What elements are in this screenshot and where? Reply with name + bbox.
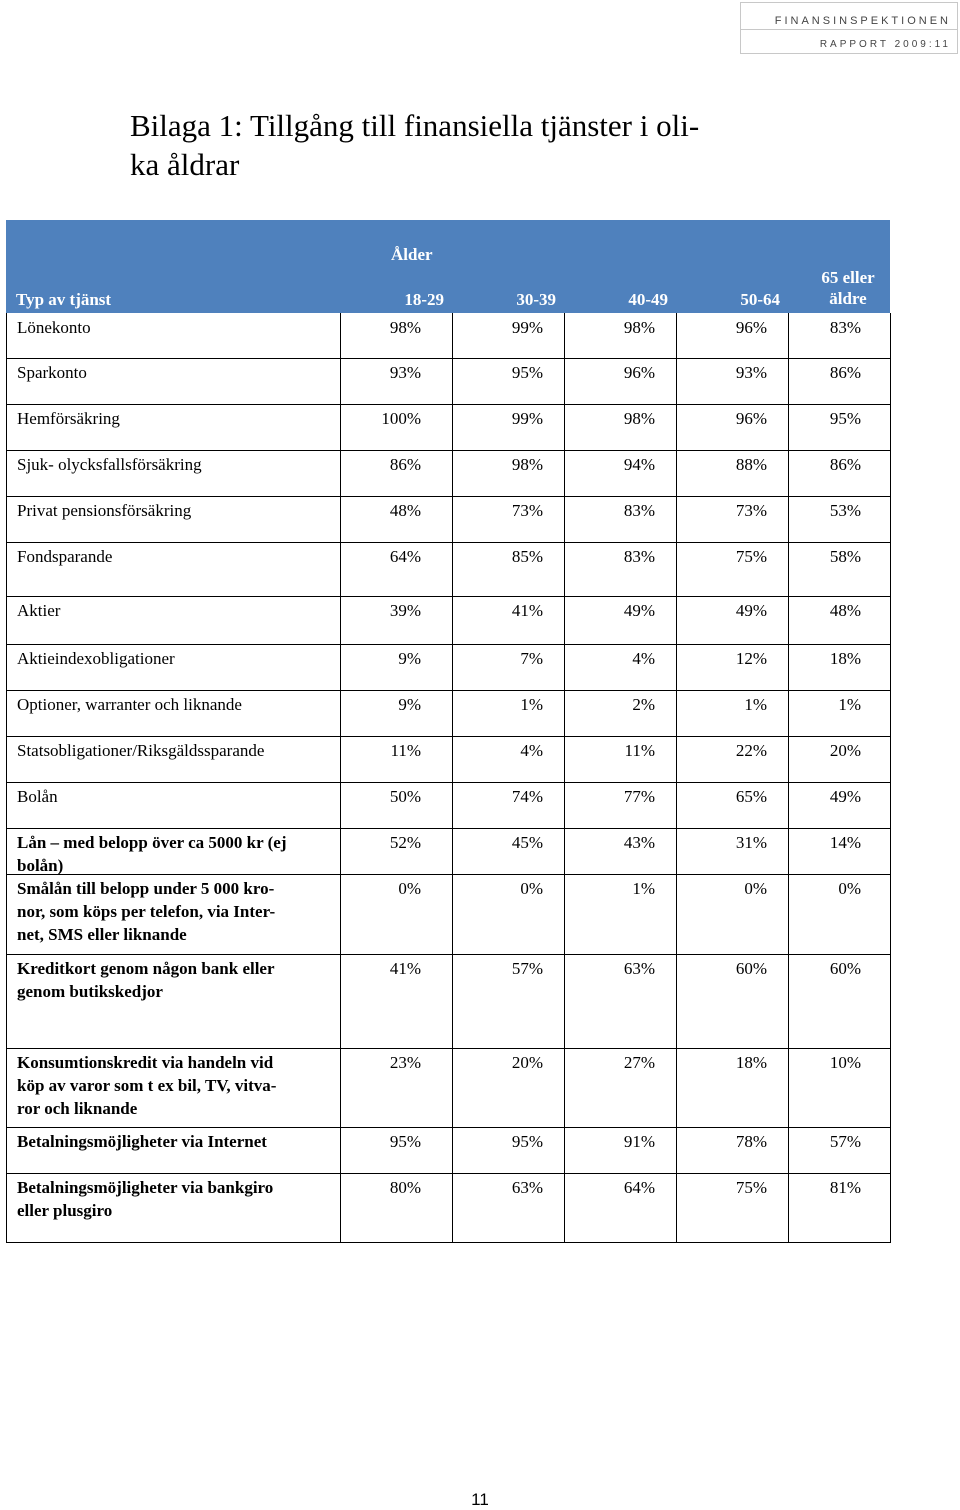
table-cell: 20% xyxy=(511,1053,543,1072)
table-cell: 73% xyxy=(511,501,543,520)
table-cell: 96% xyxy=(735,318,767,337)
age-column-header: 18-29 xyxy=(404,290,444,309)
row-label xyxy=(17,957,335,1003)
table-cell: 74% xyxy=(511,787,543,806)
table-cell: 39% xyxy=(389,601,421,620)
table-cell: 98% xyxy=(511,455,543,474)
row-divider xyxy=(7,736,890,737)
row-label xyxy=(17,877,335,946)
row-label: Lönekonto xyxy=(17,318,91,337)
table-cell: 63% xyxy=(623,959,655,978)
table-cell: 73% xyxy=(735,501,767,520)
table-cell: 18% xyxy=(829,649,861,668)
row-divider xyxy=(7,1048,890,1049)
table-cell: 0% xyxy=(520,879,543,898)
row-divider xyxy=(7,496,890,497)
service-type-header: Typ av tjänst xyxy=(16,290,112,309)
table-cell: 86% xyxy=(829,455,861,474)
row-label-line: ror och liknande xyxy=(17,1099,138,1118)
table-cell: 58% xyxy=(829,547,861,566)
table-cell: 93% xyxy=(735,363,767,382)
table-cell: 60% xyxy=(829,959,861,978)
table-cell: 45% xyxy=(511,833,543,852)
table-cell: 88% xyxy=(735,455,767,474)
table-cell: 91% xyxy=(623,1132,655,1151)
table-cell: 94% xyxy=(623,455,655,474)
table-cell: 83% xyxy=(829,318,861,337)
table-cell: 95% xyxy=(511,363,543,382)
table-cell: 9% xyxy=(398,695,421,714)
age-column-header-oldest xyxy=(812,267,884,309)
table-header xyxy=(6,220,890,313)
organization-name: FINANSINSPEKTIONEN xyxy=(774,15,951,27)
table-cell: 57% xyxy=(829,1132,861,1151)
row-label-line: eller plusgiro xyxy=(17,1201,113,1220)
table-cell: 75% xyxy=(735,547,767,566)
table-cell: 83% xyxy=(623,547,655,566)
table-cell: 23% xyxy=(389,1053,421,1072)
page-number: 11 xyxy=(471,1490,489,1509)
table-cell: 78% xyxy=(735,1132,767,1151)
row-label-line: Smålån till belopp under 5 000 kro- xyxy=(17,879,275,898)
table-cell: 96% xyxy=(623,363,655,382)
row-label-line: genom butikskedjor xyxy=(17,982,163,1001)
row-label: Optioner, warranter och liknande xyxy=(17,695,242,714)
age-group-header: Ålder xyxy=(391,245,433,264)
table-cell: 4% xyxy=(520,741,543,760)
row-label-line: Betalningsmöjligheter via bankgiro xyxy=(17,1178,274,1197)
row-divider xyxy=(7,1173,890,1174)
row-divider xyxy=(7,450,890,451)
row-label: Hemförsäkring xyxy=(17,409,120,428)
table-cell: 99% xyxy=(511,409,543,428)
row-label-line: net, SMS eller liknande xyxy=(17,925,187,944)
table-cell: 22% xyxy=(735,741,767,760)
table-cell: 98% xyxy=(623,409,655,428)
row-label xyxy=(17,1051,335,1120)
row-divider xyxy=(7,358,890,359)
table-cell: 98% xyxy=(389,318,421,337)
row-label-line: bolån) xyxy=(17,856,64,875)
table-cell: 63% xyxy=(511,1178,543,1197)
table-cell: 1% xyxy=(632,879,655,898)
table-cell: 4% xyxy=(632,649,655,668)
table-cell: 80% xyxy=(389,1178,421,1197)
table-cell: 0% xyxy=(838,879,861,898)
row-divider xyxy=(7,690,890,691)
report-number: RAPPORT 2009:11 xyxy=(819,39,951,50)
oldest-header-line-2: äldre xyxy=(829,289,867,308)
row-label-line: köp av varor som t ex bil, TV, vitva- xyxy=(17,1076,277,1095)
row-label-line: Konsumtionskredit via handeln vid xyxy=(17,1053,274,1072)
data-table xyxy=(6,313,891,1243)
row-label xyxy=(17,1176,335,1222)
row-divider xyxy=(7,644,890,645)
table-cell: 7% xyxy=(520,649,543,668)
table-cell: 52% xyxy=(389,833,421,852)
row-divider xyxy=(7,874,890,875)
table-cell: 1% xyxy=(520,695,543,714)
row-label: Sparkonto xyxy=(17,363,87,382)
column-divider xyxy=(340,313,341,1242)
table-cell: 98% xyxy=(623,318,655,337)
table-cell: 49% xyxy=(735,601,767,620)
table-cell: 49% xyxy=(829,787,861,806)
table-cell: 12% xyxy=(735,649,767,668)
row-label: Fondsparande xyxy=(17,547,113,566)
table-cell: 18% xyxy=(735,1053,767,1072)
table-cell: 41% xyxy=(389,959,421,978)
table-cell: 86% xyxy=(389,455,421,474)
row-divider xyxy=(7,782,890,783)
table-cell: 10% xyxy=(829,1053,861,1072)
table-cell: 0% xyxy=(744,879,767,898)
table-cell: 14% xyxy=(829,833,861,852)
table-cell: 100% xyxy=(381,409,421,428)
table-cell: 83% xyxy=(623,501,655,520)
table-cell: 95% xyxy=(389,1132,421,1151)
table-cell: 2% xyxy=(632,695,655,714)
table-cell: 50% xyxy=(389,787,421,806)
table-cell: 1% xyxy=(744,695,767,714)
table-cell: 48% xyxy=(829,601,861,620)
table-cell: 0% xyxy=(398,879,421,898)
table-cell: 85% xyxy=(511,547,543,566)
age-column-header: 40-49 xyxy=(628,290,668,309)
table-cell: 96% xyxy=(735,409,767,428)
table-cell: 95% xyxy=(829,409,861,428)
table-cell: 11% xyxy=(624,741,655,760)
age-column-header: 30-39 xyxy=(516,290,556,309)
row-label: Statsobligationer/Riksgäldssparande xyxy=(17,741,265,760)
table-cell: 64% xyxy=(623,1178,655,1197)
row-label: Privat pensionsförsäkring xyxy=(17,501,192,520)
column-divider xyxy=(676,313,677,1242)
table-cell: 49% xyxy=(623,601,655,620)
table-cell: 65% xyxy=(735,787,767,806)
table-cell: 95% xyxy=(511,1132,543,1151)
table-cell: 75% xyxy=(735,1178,767,1197)
age-column-header: 50-64 xyxy=(740,290,780,309)
table-cell: 31% xyxy=(735,833,767,852)
row-label: Bolån xyxy=(17,787,58,806)
page-title xyxy=(130,106,810,184)
table-cell: 77% xyxy=(623,787,655,806)
report-header-box xyxy=(740,2,958,54)
row-divider xyxy=(7,954,890,955)
table-cell: 57% xyxy=(511,959,543,978)
table-cell: 41% xyxy=(511,601,543,620)
row-label-line: Lån – med belopp över ca 5000 kr (ej xyxy=(17,833,287,852)
column-divider xyxy=(564,313,565,1242)
table-cell: 27% xyxy=(623,1053,655,1072)
table-cell: 53% xyxy=(829,501,861,520)
table-cell: 1% xyxy=(838,695,861,714)
table-cell: 99% xyxy=(511,318,543,337)
page-title-line-1: Bilaga 1: Tillgång till finansiella tjänster i oli- xyxy=(130,108,700,143)
header-divider xyxy=(741,29,957,30)
row-divider xyxy=(7,828,890,829)
row-divider xyxy=(7,1127,890,1128)
row-label xyxy=(17,831,335,877)
row-label: Aktier xyxy=(17,601,61,620)
column-divider xyxy=(452,313,453,1242)
page-title-line-2: ka åldrar xyxy=(130,147,240,182)
column-divider xyxy=(788,313,789,1242)
table-cell: 11% xyxy=(390,741,421,760)
table-cell: 64% xyxy=(389,547,421,566)
table-cell: 48% xyxy=(389,501,421,520)
row-divider xyxy=(7,404,890,405)
table-cell: 93% xyxy=(389,363,421,382)
table-cell: 86% xyxy=(829,363,861,382)
row-divider xyxy=(7,596,890,597)
row-label: Sjuk- olycksfallsförsäkring xyxy=(17,455,202,474)
row-label: Aktieindexobligationer xyxy=(17,649,175,668)
table-cell: 9% xyxy=(398,649,421,668)
table-cell: 60% xyxy=(735,959,767,978)
table-cell: 81% xyxy=(829,1178,861,1197)
row-divider xyxy=(7,542,890,543)
row-label: Betalningsmöjligheter via Internet xyxy=(17,1132,267,1151)
oldest-header-line-1: 65 eller xyxy=(821,268,875,287)
table-cell: 20% xyxy=(829,741,861,760)
table-cell: 43% xyxy=(623,833,655,852)
row-label-line: nor, som köps per telefon, via Inter- xyxy=(17,902,276,921)
row-label-line: Kreditkort genom någon bank eller xyxy=(17,959,275,978)
